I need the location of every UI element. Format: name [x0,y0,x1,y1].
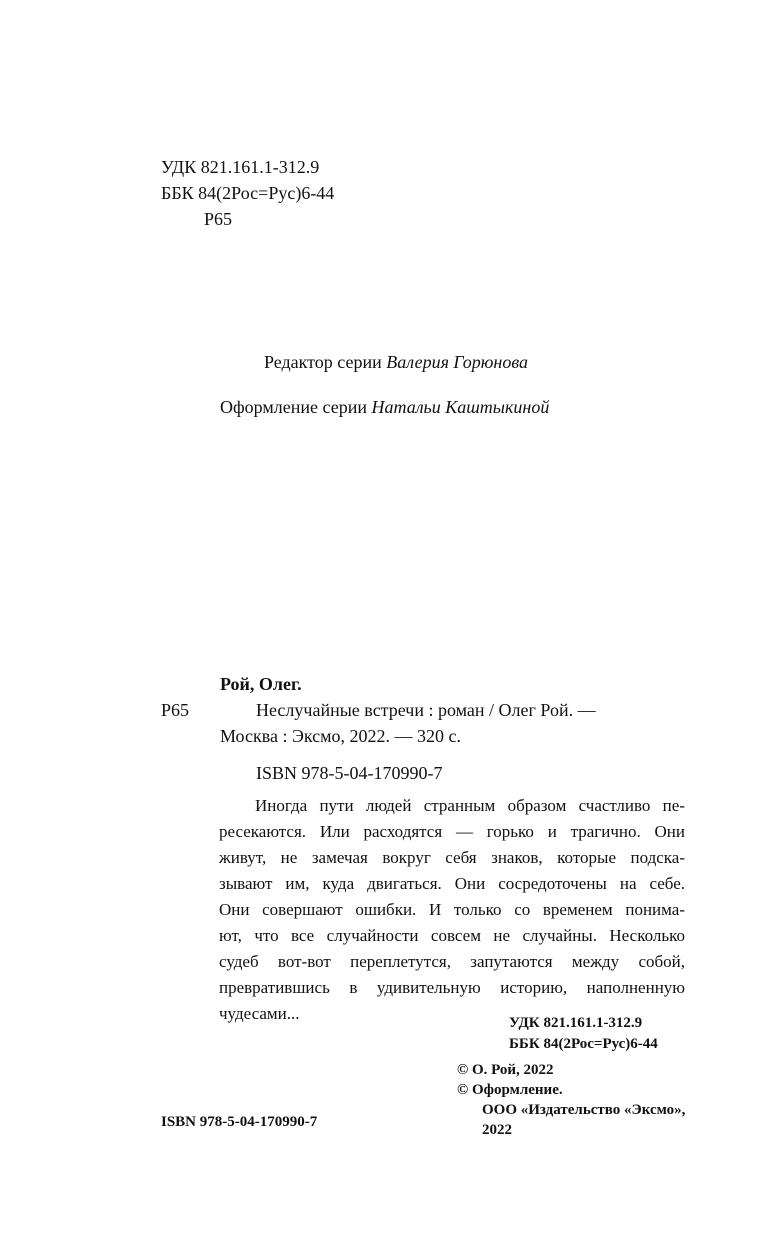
catalog-title-line2: Москва : Эксмо, 2022. — 320 с. [220,726,462,746]
copyright-year: 2022 [482,1122,512,1138]
annotation-line: судеб вот-вот переплетутся, запутаются между собой, [219,952,685,971]
annotation-line: Они совершают ошибки. И только со временем понима- [219,900,685,919]
copyright-author: © О. Рой, 2022 [457,1062,554,1078]
series-design-line [220,397,549,418]
series-editor-label: Редактор серии [264,352,382,372]
catalog-mark: Р65 [161,700,190,720]
udk-code-bottom: УДК 821.161.1-312.9 [509,1015,643,1031]
udk-code: УДК 821.161.1-312.9 [161,157,320,177]
catalog-title-line1: Неслучайные встречи : роман / Олег Рой. — [256,700,596,720]
annotation-line: Иногда пути людей странным образом счастливо пе- [255,796,685,815]
catalog-isbn: ISBN 978-5-04-170990-7 [256,763,443,783]
annotation-line: превратившись в удивительную историю, наполненную [219,978,685,997]
copyright-publisher: ООО «Издательство «Эксмо», [482,1102,686,1118]
catalog-author: Рой, Олег. [220,674,302,694]
copyright-design: © Оформление. [457,1082,563,1098]
annotation-line: ресекаются. Или расходятся — горько и трагично. Они [219,822,685,841]
author-mark: Р65 [204,209,233,229]
series-design-name: Натальи Каштыкиной [371,397,550,417]
annotation-line: зывают им, куда двигаться. Они сосредоточены на себе. [219,874,685,893]
annotation-line: ют, что все случайности совсем не случайны. Несколько [219,926,685,945]
series-design-label: Оформление серии [220,397,367,417]
annotation-line: чудесами... [219,1004,300,1023]
series-editor-name: Валерия Горюнова [386,352,529,372]
bbk-code-bottom: ББК 84(2Рос=Рус)6-44 [509,1036,658,1052]
isbn-bottom: ISBN 978-5-04-170990-7 [161,1114,318,1130]
bbk-code: ББК 84(2Рос=Рус)6-44 [161,183,335,203]
annotation-line: живут, не замечая вокруг себя знаков, которые подска- [219,848,685,867]
series-editor-line [264,352,528,373]
book-annotation [219,793,685,1027]
